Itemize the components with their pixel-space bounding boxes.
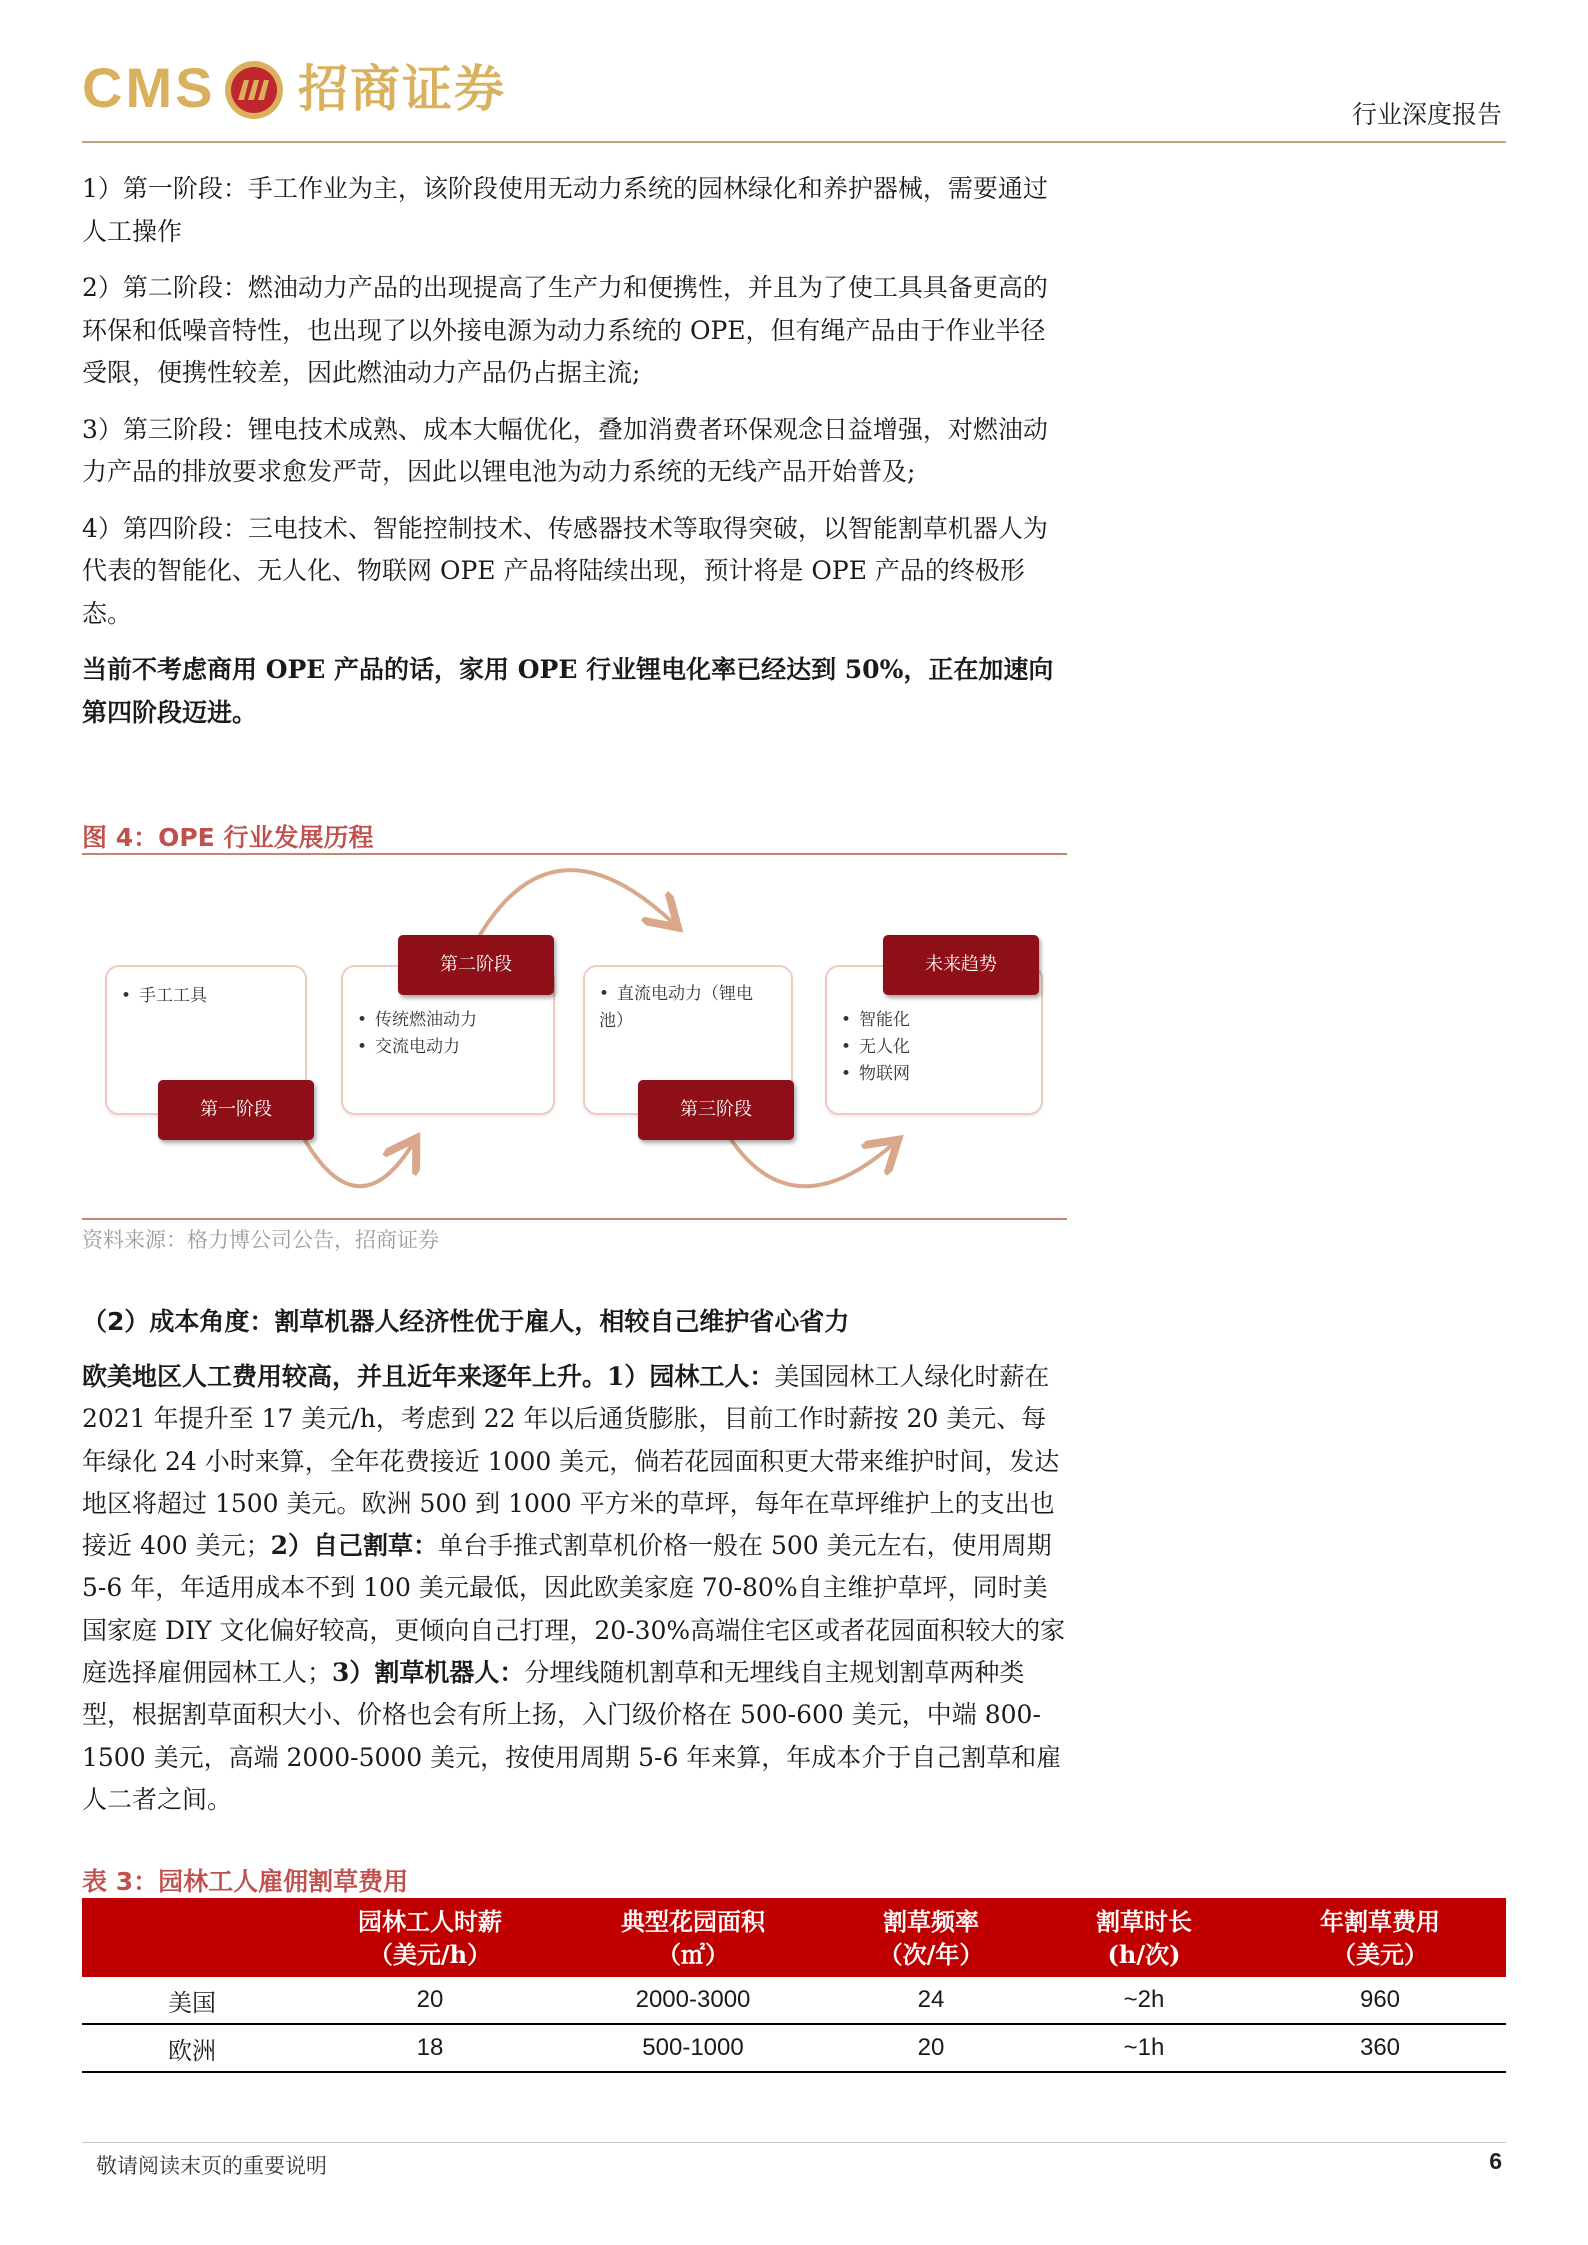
lead-sentence: 欧美地区人工费用较高，并且近年来逐年上升。: [82, 1362, 608, 1391]
table-cell: 500-1000: [558, 2024, 828, 2072]
page-number: 6: [1489, 2148, 1502, 2174]
table-cell: 欧洲: [82, 2024, 302, 2072]
stage-2-item: • 交流电动力: [357, 1034, 553, 1061]
footer-note: 敬请阅读末页的重要说明: [96, 2154, 327, 2178]
point-1-label: 1）园林工人：: [607, 1362, 775, 1391]
logo-chinese: 招商证券: [298, 60, 506, 118]
point-3-text: 分埋线随机割草和无埋线自主规划割草两种类型，根据割草面积大小、价格也会有所上扬，入门级价格在 500-600 美元，中端 800-1500 美元，高端 2000-5000 美元，按使用周期 5-6 年来算，年成本介于自己割草和雇人二者之间。: [82, 1658, 1062, 1814]
point-2-text: 单台手推式割草机价格一般在 500 美元左右，使用周期 5-6 年，年适用成本不到 100 美元最低，因此欧美家庭 70-80%自主维护草坪，同时美国家庭 DIY 文化偏好较高，更倾向自己打理，20-30%高端住宅区或者花园面积较大的家庭选择雇佣园林工人；: [82, 1531, 1066, 1688]
header-cell-frequency: 割草频率 （次/年）: [828, 1898, 1034, 1977]
table-cell: ~1h: [1034, 2024, 1254, 2072]
section-heading: （2）成本角度：割草机器人经济性优于雇人，相较自己维护省心省力: [82, 1307, 850, 1336]
stage-2-item: • 传统燃油动力: [357, 1007, 553, 1034]
header-cell-annual-cost: 年割草费用 （美元）: [1254, 1898, 1506, 1977]
arrow-stage2-to-stage3: [477, 870, 672, 940]
table-cell: 960: [1254, 1977, 1506, 2024]
header-divider: [82, 141, 1506, 143]
cost-table: [82, 1898, 1506, 2073]
point-2-label: 2）自己割草：: [270, 1531, 439, 1561]
table-cell: 20: [302, 1977, 558, 2024]
report-type: 行业深度报告: [1351, 100, 1502, 129]
section-body: [82, 1356, 1067, 1821]
table-cell: 18: [302, 2024, 558, 2072]
intro-paragraph-4: 4）第四阶段：三电技术、智能控制技术、传感器技术等取得突破，以智能割草机器人为代表的智能化、无人化、物联网 OPE 产品将陆续出现，预计将是 OPE 产品的终极形态。: [82, 513, 1048, 628]
stage-3-item: • 直流电动力（锂电池）: [599, 981, 777, 1035]
header-cell: [82, 1898, 302, 1977]
point-1-text: 美国园林工人绿化时薪在 2021 年提升至 17 美元/h，考虑到 22 年以后通货膨胀，目前工作时薪按 20 美元、每年绿化 24 小时来算，全年花费接近 1000 美元，倘若花园面积更大带来维护时间，发达地区将超过 1500 美元。欧洲 500 到 1000 平方米的草坪，每年在草坪维护上的支出也接近 400 美元；: [82, 1362, 1060, 1561]
table-cell: 360: [1254, 2024, 1506, 2072]
logo-emblem-icon: [222, 58, 286, 122]
header-cell-duration: 割草时长 (h/次): [1034, 1898, 1254, 1977]
intro-paragraph-2: 2）第二阶段：燃油动力产品的出现提高了生产力和便携性，并且为了使工具具备更高的环保和低噪音特性，也出现了以外接电源为动力系统的 OPE，但有绳产品由于作业半径受限，便携性较差，因此燃油动力产品仍占据主流;: [82, 273, 1048, 387]
table-title: 表 3：园林工人雇佣割草费用: [82, 1867, 409, 1896]
stage-2-label: 第二阶段: [398, 935, 554, 995]
future-label: 未来趋势: [883, 935, 1039, 995]
table-cell: 24: [828, 1977, 1034, 2024]
intro-paragraph-1: 1）第一阶段：手工作业为主，该阶段使用无动力系统的园林绿化和养护器械，需要通过人工操作: [82, 174, 1048, 246]
figure-bottom-rule: [82, 1218, 1067, 1220]
stage-3-label: 第三阶段: [638, 1080, 794, 1140]
stage-1-item: • 手工工具: [121, 983, 305, 1010]
future-item: • 无人化: [841, 1034, 1041, 1061]
table-row: [82, 1977, 1506, 2024]
figure-source: 资料来源：格力博公司公告，招商证券: [82, 1228, 439, 1252]
table-cell: 2000-3000: [558, 1977, 828, 2024]
table-row: [82, 2024, 1506, 2072]
conclusion-paragraph: 当前不考虑商用 OPE 产品的话，家用 OPE 行业锂电化率已经达到 50%，正在加速向第四阶段迈进。: [82, 655, 1054, 727]
table-header-row: [82, 1898, 1506, 1977]
table-cell: 美国: [82, 1977, 302, 2024]
header-cell-hourly-wage: 园林工人时薪 （美元/h）: [302, 1898, 558, 1977]
footer-divider: [82, 2142, 1506, 2143]
intro-section: [82, 168, 1067, 748]
future-item: • 智能化: [841, 1007, 1041, 1034]
future-item: • 物联网: [841, 1061, 1041, 1088]
figure-title: 图 4：OPE 行业发展历程: [82, 823, 374, 852]
header-cell-garden-area: 典型花园面积 （㎡）: [558, 1898, 828, 1977]
logo-latin: CMS: [82, 56, 216, 119]
intro-paragraph-3: 3）第三阶段：锂电技术成熟、成本大幅优化，叠加消费者环保观念日益增强，对燃油动力产品的排放要求愈发严苛，因此以锂电池为动力系统的无线产品开始普及;: [82, 414, 1048, 486]
figure-top-rule: [82, 853, 1067, 855]
point-3-label: 3）割草机器人：: [332, 1658, 525, 1688]
table-cell: ~2h: [1034, 1977, 1254, 2024]
table-cell: 20: [828, 2024, 1034, 2072]
stage-1-label: 第一阶段: [158, 1080, 314, 1140]
